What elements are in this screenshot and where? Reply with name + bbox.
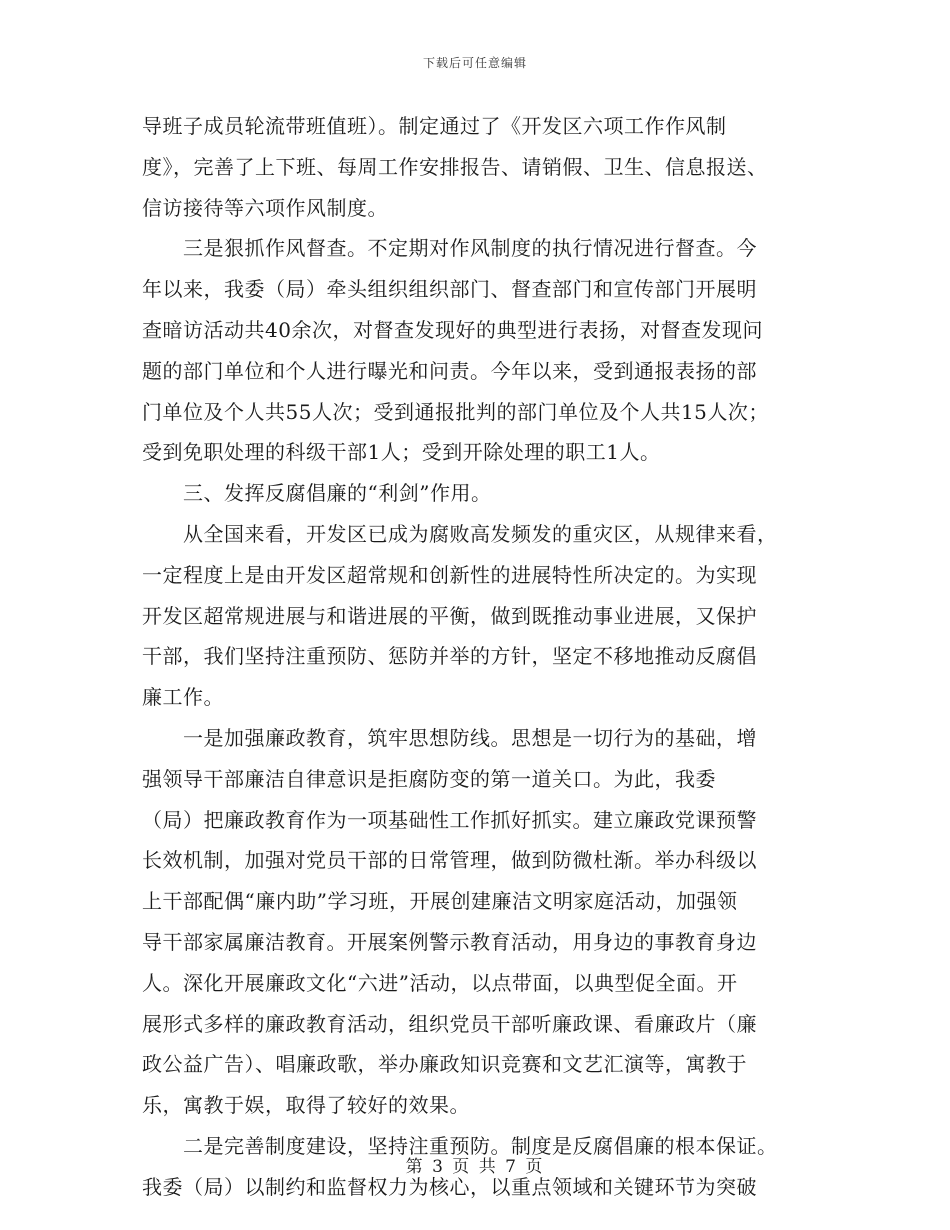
text-line: 年以来，我委（局）牵头组织组织部门、督查部门和宣传部门开展明 [142,277,757,302]
text-line: 展形式多样的廉政教育活动，组织党员干部听廉政课、看廉政片（廉 [142,1011,757,1036]
text-line: 导班子成员轮流带班值班）。制定通过了《开发区六项工作作风制 [142,114,727,138]
header-note: 下载后可任意编辑 [422,56,527,70]
text-line: 三是狠抓作风督查。不定期对作风制度的执行情况进行督查。今 [142,236,757,261]
text-line: （局）把廉政教育作为一项基础性工作抓好抓实。建立廉政党课预警 [142,807,757,832]
text-line: 信访接待等六项作风制度。 [142,195,388,220]
text-line: 从全国来看，开发区已成为腐败高发频发的重灾区，从规律来看， [142,521,778,546]
text-line: 上干部配偶“廉内助”学习班，开展创建廉洁文明家庭活动，加强领 [142,889,738,914]
document-body [142,106,808,1208]
text-line: 人。深化开展廉政文化“六进”活动，以点带面，以典型促全面。开 [142,970,738,995]
text-line: 题的部门单位和个人进行曝光和问责。今年以来，受到通报表扬的部 [142,358,757,383]
text-line: 门单位及个人共55人次；受到通报批判的部门单位及个人共15人次； [142,399,769,424]
text-line: 乐，寓教于娱，取得了较好的效果。 [142,1093,470,1118]
text-line: 一定程度上是由开发区超常规和创新性的进展特性所决定的。为实现 [142,562,757,587]
text-line: 长效机制，加强对党员干部的日常管理，做到防微杜渐。举办科级以 [142,848,757,873]
text-line: 度》，完善了上下班、每周工作安排报告、请销假、卫生、信息报送、 [142,154,768,179]
text-line: 我委（局）以制约和监督权力为核心，以重点领域和关键环节为突破 [142,1174,757,1199]
text-line: 查暗访活动共40余次，对督查发现好的典型进行表扬，对督查发现问 [142,317,763,342]
text-line: 一是加强廉政教育，筑牢思想防线。思想是一切行为的基础，增 [142,725,757,750]
text-line: 强领导干部廉洁自律意识是拒腐防变的第一道关口。为此，我委 [142,766,716,791]
section-heading: 三、发挥反腐倡廉的“利剑”作用。 [142,481,492,506]
text-line: 干部，我们坚持注重预防、惩防并举的方针，坚定不移地推动反腐倡 [142,644,757,669]
text-line: 导干部家属廉洁教育。开展案例警示教育活动，用身边的事教育身边 [142,929,757,954]
text-line: 二是完善制度建设，坚持注重预防。制度是反腐倡廉的根本保证。 [142,1133,778,1158]
text-line: 政公益广告）、唱廉政歌，举办廉政知识竞赛和文艺汇演等，寓教于 [142,1052,747,1077]
text-line: 开发区超常规进展与和谐进展的平衡，做到既推动事业进展，又保护 [142,603,757,628]
page-number: 第 3 页 共 7 页 [405,1157,545,1177]
text-line: 受到免职处理的科级干部1人；受到开除处理的职工1人。 [142,440,661,465]
text-line: 廉工作。 [142,685,224,710]
